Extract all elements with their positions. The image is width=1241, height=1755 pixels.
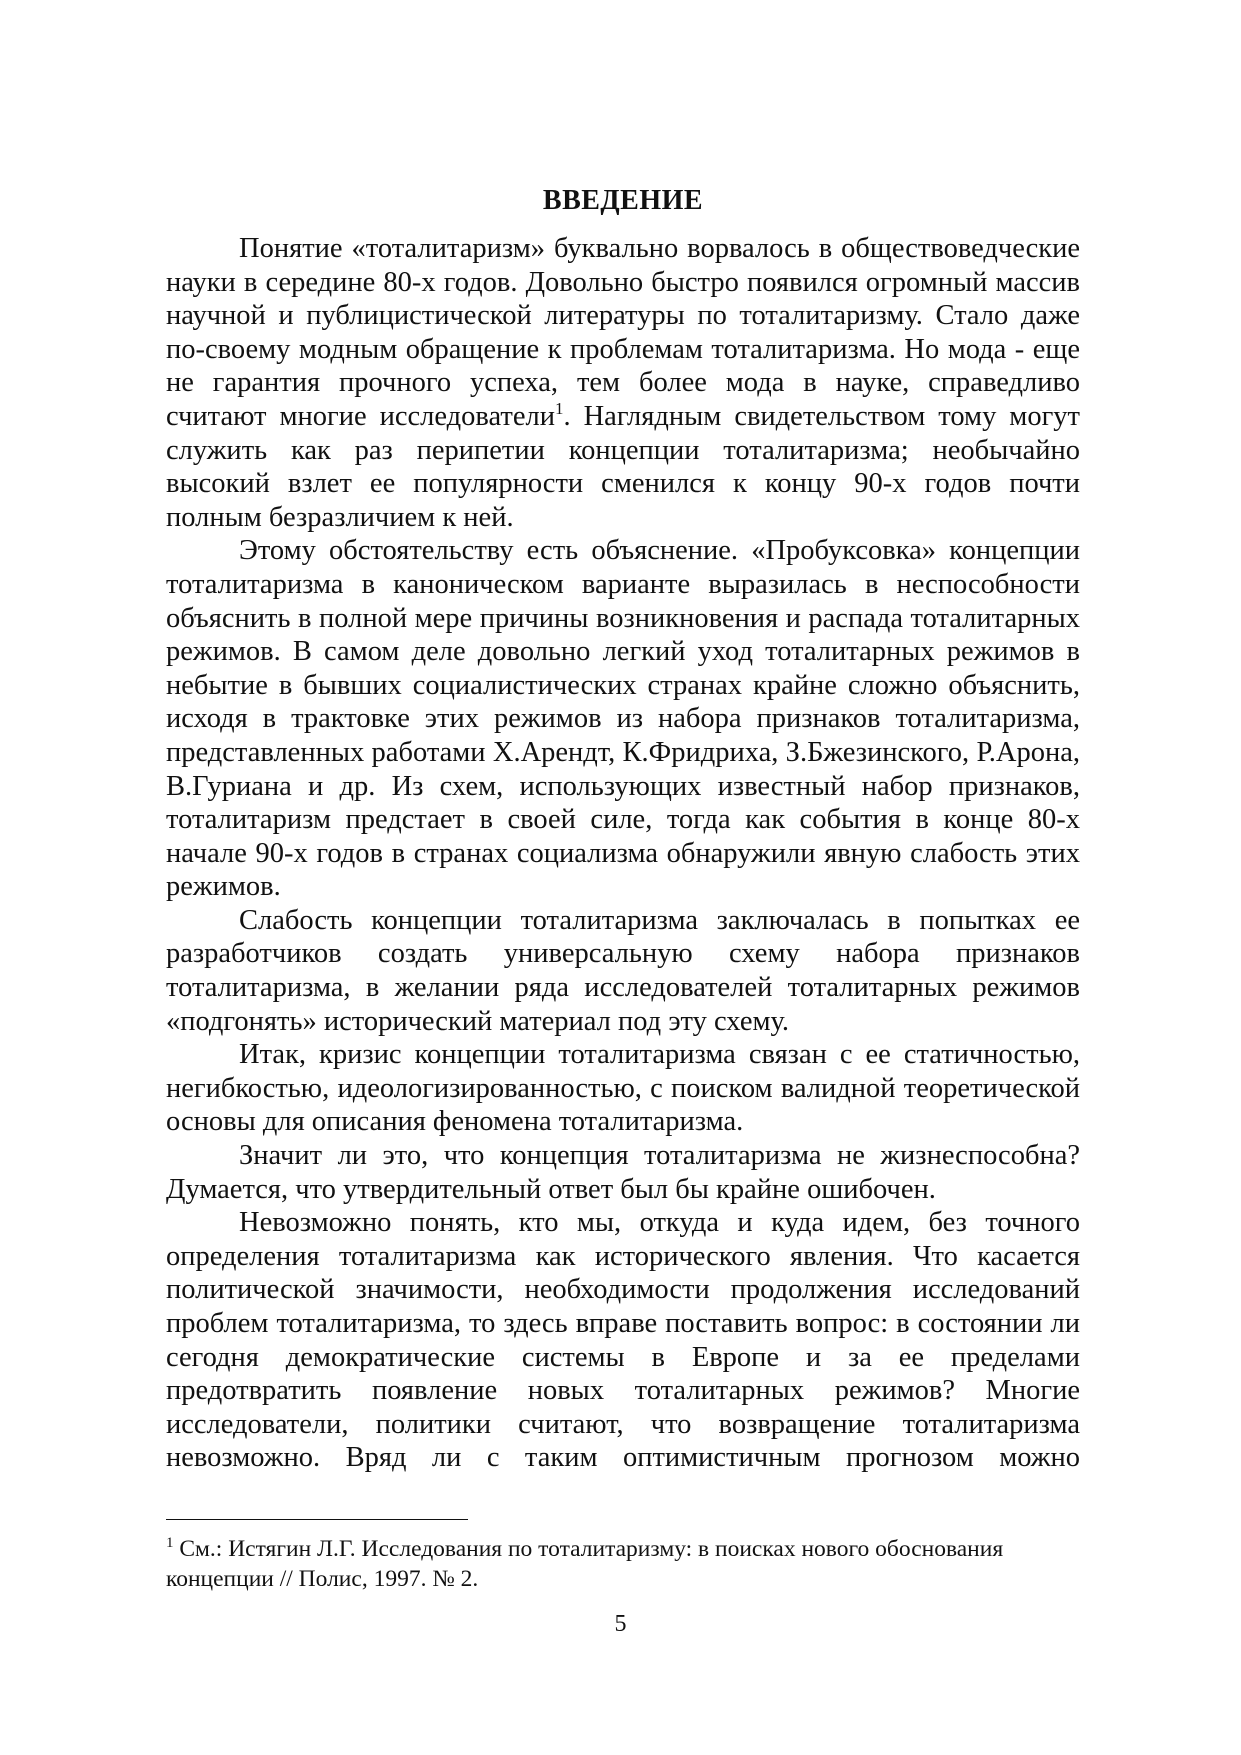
paragraph-2: Этому обстоятельству есть объяснение. «Пробуксовка» концепции тоталитаризма в каноническом варианте выразилась в неспособности объяснить в полной мере причины возникновения и распада тоталитарных режимов. В самом деле довольно легкий уход тоталитарных режимов в небытие в бывших социалистических странах крайне сложно объяснить, исходя в трактовке этих режимов из набора признаков тоталитаризма, представленных работами Х.Арендт, К.Фридриха, З.Бжезинского, Р.Арона, В.Гуриана и др. Из схем, использующих известный набор признаков, тоталитаризм предстает в своей силе, тогда как события в конце 80-х начале 90-х годов в странах социализма обнаружили явную слабость этих режимов. — [166, 535, 1080, 903]
paragraph-6: Невозможно понять, кто мы, откуда и куда идем, без точного определения тоталитаризма как исторического явления. Что касается политической значимости, необходимости продолжения исследований проблем тоталитаризма, то здесь вправе поставить вопрос: в состоянии ли сегодня демократические системы в Европе и за ее пределами предотвратить появление новых тоталитарных режимов? Многие исследователи, политики считают, что возвращение тоталитаризма невозможно. Вряд ли с таким оптимистичным прогнозом можно — [166, 1207, 1080, 1474]
paragraph-5: Значит ли это, что концепция тоталитаризма не жизнеспособна? Думается, что утвердительный ответ был бы крайне ошибочен. — [166, 1140, 1080, 1205]
page-number: 5 — [614, 1611, 627, 1637]
paragraph-1-continuation: . Наглядным свидетельством тому могут служить как раз перипетии концепции тоталитаризма; необычайно высокий взлет ее популярности сменился к концу 90-х годов почти полным безразличием к ней. — [166, 400, 1080, 533]
footnote — [166, 1534, 1080, 1594]
footnote-reference[interactable]: 1 — [554, 398, 564, 418]
paragraph-1 — [166, 232, 1080, 534]
paragraph-1-text: Понятие «тоталитаризм» буквально ворвалось в обществоведческие науки в середине 80-х годов. Довольно быстро появился огромный массив научной и публицистической литературы по тоталитаризму. Стало даже по-своему модным обращение к проблемам тоталитаризма. Но мода - еще не гарантия прочного успеха, тем более мода в науке, справедливо считают многие исследователи — [166, 233, 1080, 432]
main-text — [166, 232, 1080, 1475]
page-title: ВВЕДЕНИЕ — [542, 184, 704, 216]
footnote-text: См.: Истягин Л.Г. Исследования по тоталитаризму: в поисках нового обоснования концепции // Полис, 1997. № 2. — [166, 1536, 1004, 1592]
paragraph-4: Итак, кризис концепции тоталитаризма связан с ее статичностью, негибкостью, идеологизированностью, с поиском валидной теоретической основы для описания феномена тоталитаризма. — [166, 1039, 1080, 1138]
paragraph-3: Слабость концепции тоталитаризма заключалась в попытках ее разработчиков создать универсальную схему набора признаков тоталитаризма, в желании ряда исследователей тоталитарных режимов «подгонять» исторический материал под эту схему. — [166, 904, 1080, 1037]
footnote-divider — [166, 1519, 468, 1520]
footnote-marker: 1 — [166, 1535, 174, 1551]
